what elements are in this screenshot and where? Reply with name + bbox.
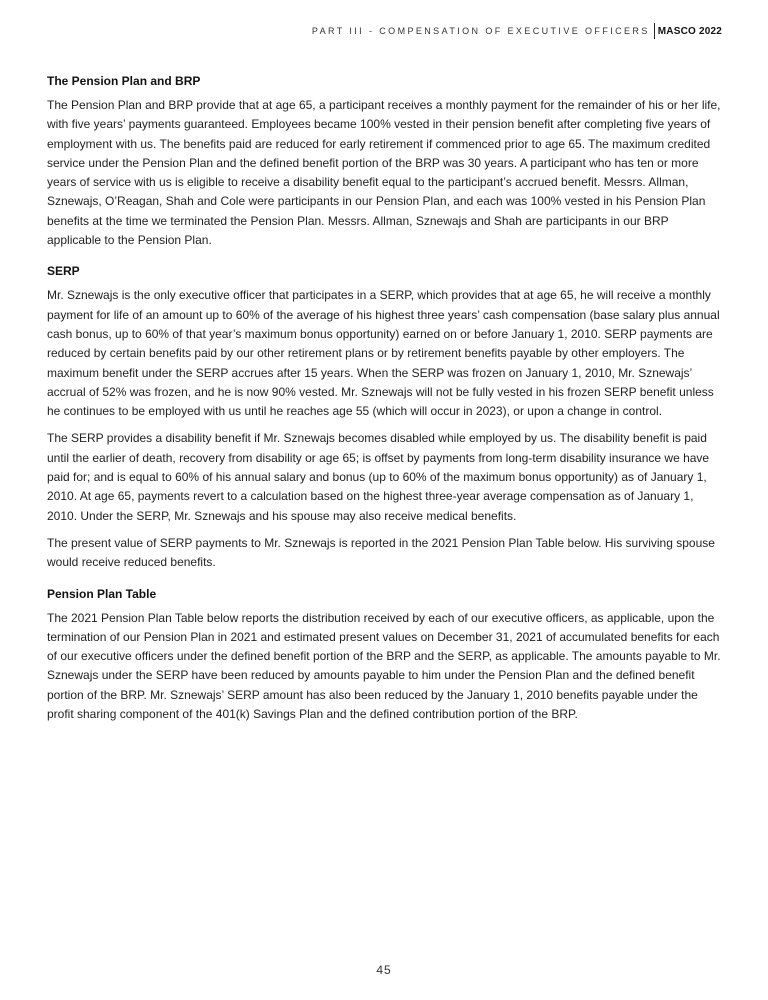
paragraph: The SERP provides a disability benefit if Mr. Sznewajs becomes disabled while employed by us. The disability benefit is paid until the earlier of death, recovery from disability or age 65; is offset by payments from long-term disability insurance we have paid for; and is equal to 60% of his annual salary and bonus (up to 60% of the maximum bonus opportunity) as of January 1, 2010. At age 65, payments revert to a calculation based on the highest three-year average compensation as of January 1, 2010. Under the SERP, Mr. Sznewajs and his spouse may also receive medical benefits.: [47, 431, 710, 523]
document-body: [47, 72, 723, 736]
section-heading: SERP: [47, 264, 80, 279]
section-pension-plan-brp: [47, 72, 723, 250]
section-heading: The Pension Plan and BRP: [47, 74, 201, 88]
paragraph: The Pension Plan and BRP provide that at age 65, a participant receives a monthly payment for the remainder of his or her life, with five years’ payments guaranteed. Employees became 100% vested in their pension benefit after completing five years of employment with us. The benefits paid are reduced for early retirement if commenced prior to age 65. The maximum credited service under the Pension Plan and the defined benefit portion of the BRP was 30 years. A participant who has ten or more years of service with us is eligible to receive a disability benefit equal to the participant’s accrued benefit. Messrs. Allman, Sznewajs, O’Reagan, Shah and Cole were participants in our Pension Plan, and each was 100% vested in his Pension Plan benefits at the time we terminated the Pension Plan. Messrs. Allman, Sznewajs and Shah are participants in our BRP applicable to the Pension Plan.: [47, 98, 721, 248]
paragraph: Mr. Sznewajs is the only executive officer that participates in a SERP, which provides that at age 65, he will receive a monthly payment for life of an amount up to 60% of the average of his highest three years’ cash compensation (base salary plus annual cash bonus, up to 60% of that year’s maximum bonus opportunity) earned on or before January 1, 2010. SERP payments are reduced by certain benefits paid by our other retirement plans or by retirement benefits payable by other employers. The maximum benefit under the SERP accrues after 15 years. When the SERP was frozen on January 1, 2010, Mr. Sznewajs’ accrual of 52% was frozen, and he is now 90% vested. Mr. Sznewajs will not be fully vested in his frozen SERP benefit unless he continues to be employed with us until he reaches age 55 (which will occur in 2023), or upon a change in control.: [47, 288, 720, 419]
page-header: [312, 23, 722, 39]
header-brand: MASCO 2022: [657, 25, 722, 37]
section-pension-plan-table: [47, 585, 723, 725]
header-section-title: PART III - COMPENSATION OF EXECUTIVE OFFICERS: [311, 26, 650, 36]
page-number: 45: [376, 963, 392, 977]
paragraph: The present value of SERP payments to Mr. Sznewajs is reported in the 2021 Pension Plan Table below. His surviving spouse would receive reduced benefits.: [47, 535, 715, 570]
section-serp: [47, 262, 723, 572]
paragraph: The 2021 Pension Plan Table below reports the distribution received by each of our executive officers, as applicable, upon the termination of our Pension Plan in 2021 and estimated present values on December 31, 2021 of accumulated benefits for each of our executive officers under the defined benefit portion of the BRP and the SERP, as applicable. The amounts payable to Mr. Sznewajs under the SERP have been reduced by amounts payable to him under the Pension Plan and the defined benefit portion of the BRP. Mr. Sznewajs’ SERP amount has also been reduced by the January 1, 2010 benefits payable under the profit sharing component of the 401(k) Savings Plan and the defined contribution portion of the BRP.: [47, 610, 721, 722]
section-heading: Pension Plan Table: [47, 586, 157, 601]
header-divider: [654, 23, 655, 39]
